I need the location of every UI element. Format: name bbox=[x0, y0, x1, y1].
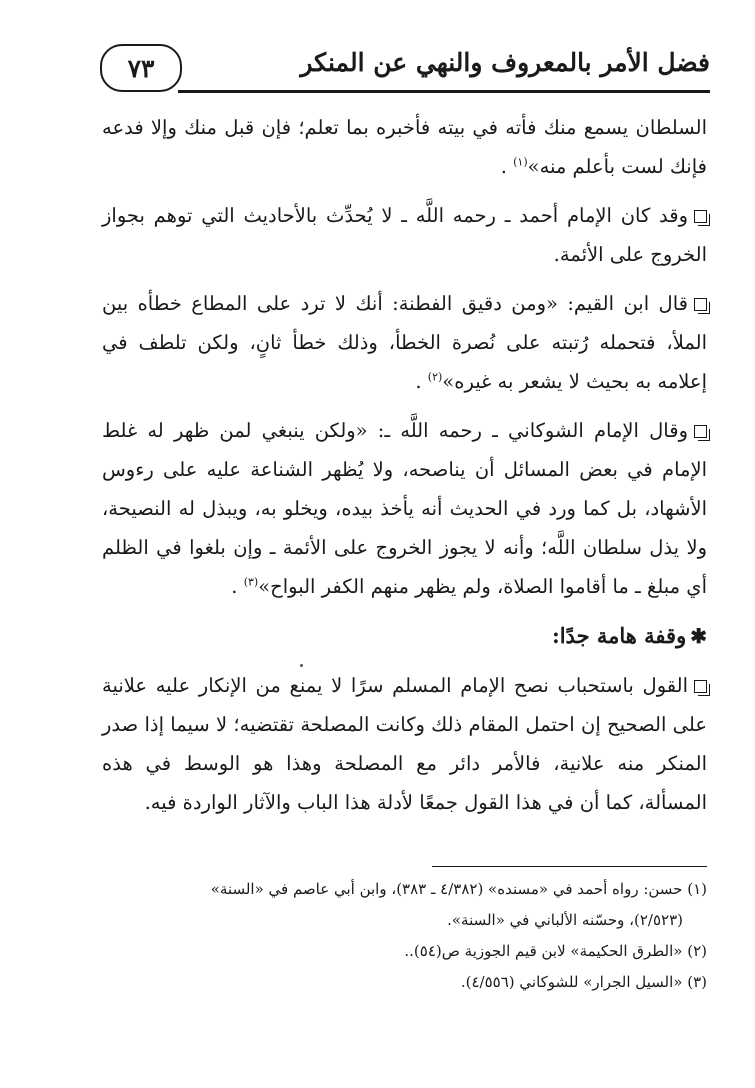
section-heading: ✱وقفة هامة جدًا: bbox=[551, 623, 707, 648]
page-number: ٧٣ bbox=[127, 53, 155, 83]
footnote-2: (٢) «الطرق الحكيمة» لابن قيم الجوزية ص(٥٤).. bbox=[404, 942, 707, 960]
paragraph-2: وقد كان الإمام أحمد ـ رحمه اللَّه ـ لا يُحدِّث بالأحاديث التي توهم بجواز الخروج على الأئمة. bbox=[102, 204, 707, 266]
footnotes bbox=[102, 874, 707, 998]
paragraph-4: وقال الإمام الشوكاني ـ رحمه اللَّه ـ: «ولكن ينبغي لمن ظهر له غلط الإمام في بعض المسائل أن يناصحه، ولا يُظهر الشناعة عليه على رءوس الأشهاد، بل كما ورد في الحديث أنه يأخذ بيده، ويخلو به، ويبذل له النصيحة، ولا يذل سلطان اللَّه؛ وأنه لا يجوز الخروج على الأئمة ـ وإن بلغوا في الظلم أي مبلغ ـ ما أقاموا الصلاة، ولم يظهر منهم الكفر البواح»$^{(٣)}$ . bbox=[102, 419, 707, 598]
page-header bbox=[100, 42, 710, 98]
box-bullet-icon bbox=[694, 425, 707, 438]
asterisk-icon: ✱ bbox=[690, 624, 707, 648]
paragraph-5: القول باستحباب نصح الإمام المسلم سرًا لا يمنع من الإنكار عليه علانية على الصحيح إن احتمل المقام ذلك وكانت المصلحة تقتضيه؛ لا سيما إذا صدر المنكر منه علانية، فالأمر دائر مع المصلحة وهذا هو الوسط في هذه المسألة، كما أن في هذا القول جمعًا لأدلة هذا الباب والآثار الواردة فيه. bbox=[102, 674, 707, 814]
paragraph-3: قال ابن القيم: «ومن دقيق الفطنة: أنك لا ترد على المطاع خطأه بين الملأ، فتحمله رُتبته على نُصرة الخطأ، وذلك خطأ ثانٍ، ولكن تلطف في إعلامه به بحيث لا يشعر به غيره»$^{(٢)}$ . bbox=[102, 292, 707, 393]
footnote-ref-1: (١) bbox=[513, 155, 528, 169]
page-number-badge bbox=[100, 44, 182, 92]
stray-dot bbox=[300, 664, 303, 667]
header-rule bbox=[178, 90, 710, 93]
footnote-3: (٣) «السيل الجرار» للشوكاني (٤/٥٥٦). bbox=[460, 973, 707, 991]
paragraph-1: السلطان يسمع منك فأته في بيته فأخبره بما تعلم؛ فإن قبل منك وإلا فدعه فإنك لست بأعلم منه»$^{(١)}$ . bbox=[102, 116, 707, 178]
footnote-1-continued: (٢/٥٢٣)، وحسّنه الألباني في «السنة». bbox=[447, 911, 683, 929]
footnote-ref-3: (٣) bbox=[243, 575, 259, 589]
running-title: فضل الأمر بالمعروف والنهي عن المنكر bbox=[300, 48, 710, 77]
footnote-1: (١) حسن: رواه أحمد في «مسنده» (٤/٣٨٢ ـ ٣٨٣)، وابن أبي عاصم في «السنة» bbox=[210, 880, 707, 898]
box-bullet-icon bbox=[694, 210, 707, 223]
main-text bbox=[102, 108, 707, 832]
box-bullet-icon bbox=[694, 680, 707, 693]
box-bullet-icon bbox=[694, 298, 707, 311]
footnote-ref-2: (٢) bbox=[427, 370, 443, 384]
footnote-rule bbox=[432, 866, 707, 867]
